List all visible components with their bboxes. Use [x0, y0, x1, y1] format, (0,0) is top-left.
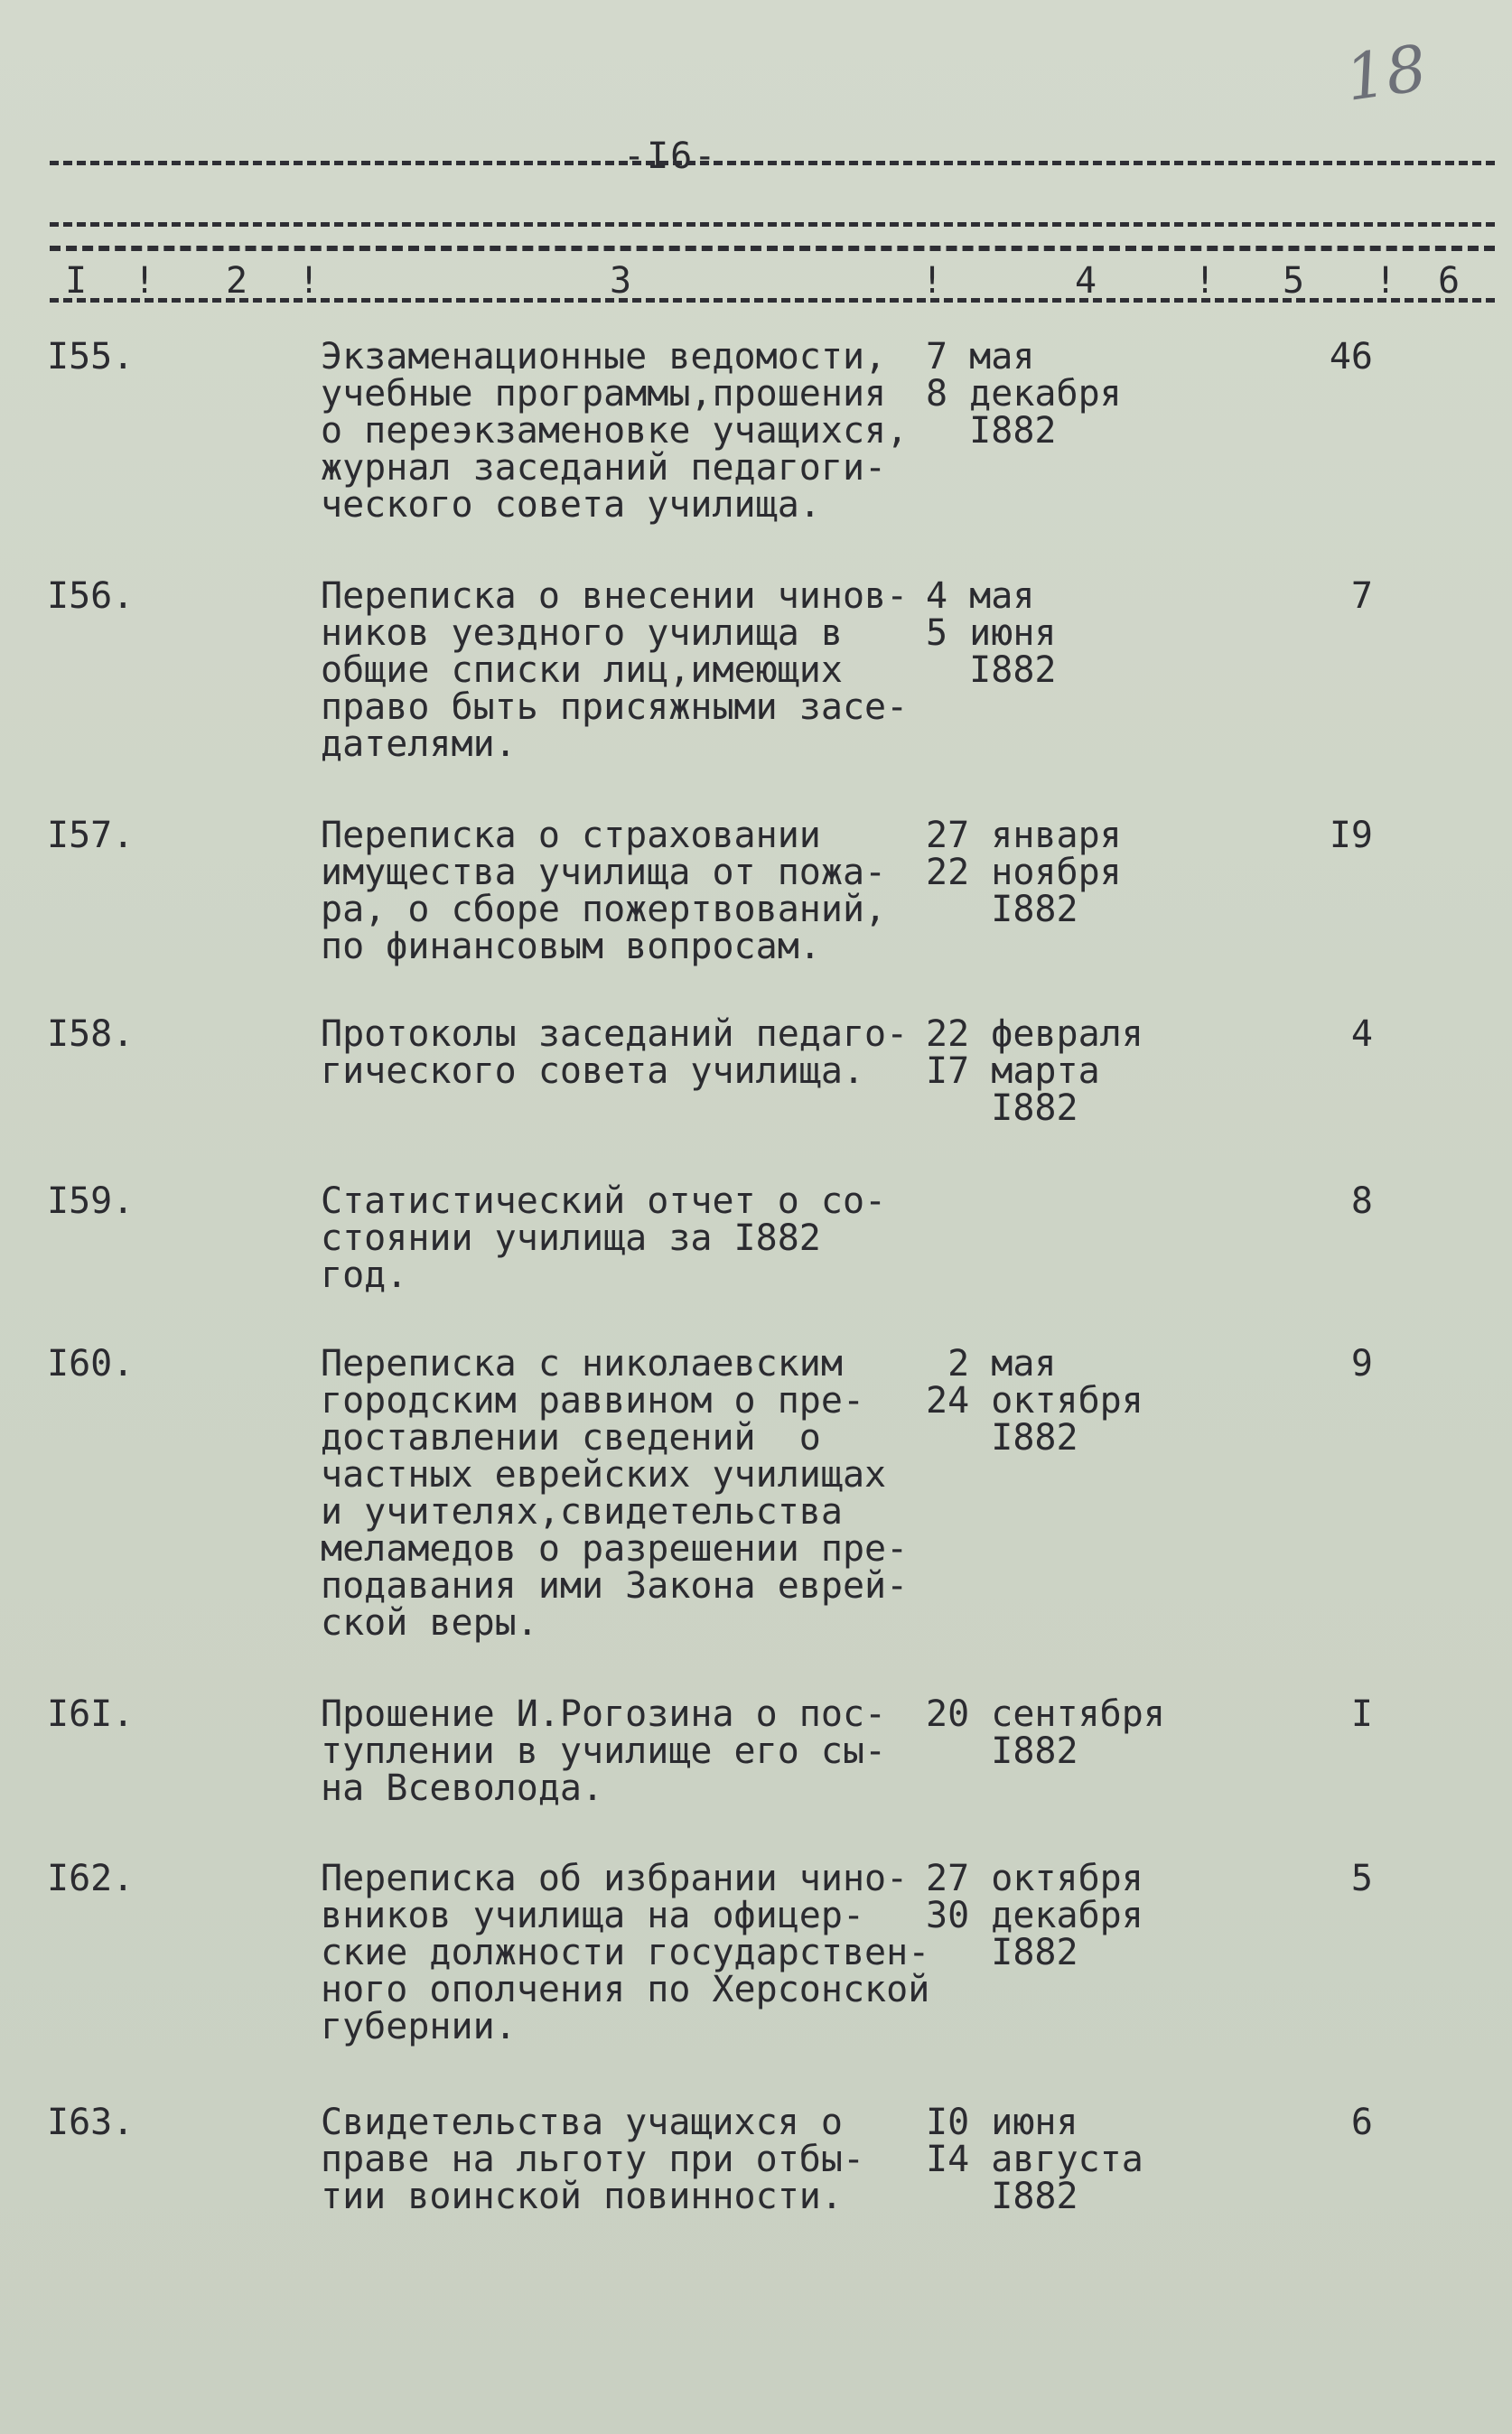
column-number-1: I	[65, 260, 88, 302]
description-line: Свидетельства учащихся о	[321, 2102, 843, 2143]
description-line: частных еврейских училищах	[321, 1454, 887, 1496]
description-line: право быть присяжными засе-	[321, 686, 909, 728]
sheet-count: 5	[1350, 1858, 1373, 1899]
description-line: Переписка с николаевским	[321, 1343, 843, 1385]
description-line: на Всеволода.	[321, 1767, 604, 1809]
sheet-count: I9	[1329, 815, 1373, 856]
date-line: 4 мая	[926, 575, 1035, 617]
date-line: 24 октября	[926, 1380, 1143, 1422]
description-line: городским раввином о пре-	[321, 1380, 865, 1422]
column-separator: !	[1375, 260, 1397, 302]
entry-dates	[926, 1343, 1215, 1459]
date-line: 2 мая	[926, 1343, 1057, 1385]
description-line: праве на льготу при отбы-	[321, 2139, 865, 2180]
column-number-6: 6	[1438, 260, 1461, 302]
sheet-count: 7	[1350, 575, 1373, 617]
description-line: ра, о сборе пожертвований,	[321, 889, 887, 930]
column-separator: !	[1194, 260, 1217, 302]
date-line: 8 декабря	[926, 373, 1122, 415]
description-line: Переписка о внесении чинов-	[321, 575, 909, 617]
entry-number: I62.	[47, 1858, 135, 1899]
date-line: I882	[926, 410, 1057, 452]
description-line: гического совета училища.	[321, 1050, 865, 1092]
description-line: ческого совета училища.	[321, 484, 821, 526]
entry-description	[321, 336, 971, 526]
folio-number: 18	[1340, 31, 1432, 116]
date-line: 30 декабря	[926, 1895, 1143, 1936]
entry-dates	[926, 575, 1215, 691]
column-separator: !	[134, 260, 156, 302]
date-line: I882	[926, 1730, 1078, 1772]
date-line: I4 августа	[926, 2139, 1143, 2180]
sheet-count: 9	[1350, 1343, 1373, 1385]
description-line: о переэкзаменовке учащихся,	[321, 410, 909, 452]
entry-description	[321, 2104, 971, 2215]
description-line: общие списки лиц,имеющих	[321, 649, 843, 691]
date-line: 27 октября	[926, 1858, 1143, 1899]
column-separator: !	[298, 260, 321, 302]
sheet-count: 46	[1329, 336, 1373, 378]
description-line: учебные программы,прошения	[321, 373, 887, 415]
sheet-count: 4	[1350, 1013, 1373, 1055]
page-number: -I6-	[623, 135, 718, 177]
date-line: I0 июня	[926, 2102, 1078, 2143]
entry-description	[321, 1860, 971, 2046]
description-line: Экзаменационные ведомости,	[321, 336, 887, 378]
column-number-3: 3	[610, 260, 632, 302]
entry-number: I55.	[47, 336, 135, 378]
description-line: по финансовым вопросам.	[321, 926, 821, 967]
dashed-rule	[50, 161, 1495, 165]
date-line: I882	[926, 1932, 1078, 1973]
entry-dates	[926, 336, 1215, 452]
description-line: подавания ими Закона еврей-	[321, 1565, 909, 1607]
description-line: ников уездного училища в	[321, 612, 843, 654]
date-line: I882	[926, 889, 1078, 930]
date-line: 7 мая	[926, 336, 1035, 378]
sheet-count: 6	[1350, 2102, 1373, 2143]
entry-dates	[926, 817, 1215, 928]
entry-description	[321, 1343, 971, 1644]
description-line: тии воинской повинности.	[321, 2176, 843, 2217]
date-line: 22 февраля	[926, 1013, 1143, 1055]
entry-description	[321, 817, 971, 965]
description-line: имущества училища от пожа-	[321, 852, 887, 893]
column-separator: !	[921, 260, 944, 302]
entry-dates	[926, 1693, 1215, 1772]
entry-number: I57.	[47, 815, 135, 856]
description-line: Переписка о страховании	[321, 815, 821, 856]
date-line: I882	[926, 1087, 1078, 1129]
description-line: Переписка об избрании чино-	[321, 1858, 909, 1899]
date-line: I7 марта	[926, 1050, 1100, 1092]
description-line: Прошение И.Рогозина о пос-	[321, 1693, 887, 1735]
entry-number: I56.	[47, 575, 135, 617]
entry-number: I58.	[47, 1013, 135, 1055]
column-number-5: 5	[1283, 260, 1305, 302]
entry-number: I6I.	[47, 1693, 135, 1735]
description-line: журнал заседаний педагоги-	[321, 447, 887, 489]
entry-description	[321, 1013, 971, 1092]
description-line: туплении в училище его сы-	[321, 1730, 887, 1772]
entry-description	[321, 1180, 971, 1296]
entry-number: I59.	[47, 1180, 135, 1222]
dashed-rule	[50, 246, 1495, 251]
entry-dates	[926, 1860, 1215, 1972]
description-line: меламедов о разрешении пре-	[321, 1528, 909, 1570]
description-line: Протоколы заседаний педаго-	[321, 1013, 909, 1055]
column-number-4: 4	[1075, 260, 1097, 302]
date-line: I882	[926, 649, 1057, 691]
sheet-count: I	[1350, 1693, 1373, 1735]
entry-number: I63.	[47, 2102, 135, 2143]
description-line: доставлении сведений о	[321, 1417, 821, 1459]
date-line: 20 сентября	[926, 1693, 1165, 1735]
column-number-2: 2	[226, 260, 248, 302]
description-line: губернии.	[321, 2006, 517, 2047]
entry-description	[321, 575, 971, 765]
entry-description	[321, 1693, 971, 1809]
sheet-count: 8	[1350, 1180, 1373, 1222]
description-line: стоянии училища за I882	[321, 1217, 821, 1259]
description-line: ские должности государствен-	[321, 1932, 930, 1973]
description-line: и учителях,свидетельства	[321, 1491, 843, 1533]
date-line: 22 ноября	[926, 852, 1122, 893]
description-line: год.	[321, 1254, 408, 1296]
description-line: вников училища на офицер-	[321, 1895, 865, 1936]
entry-dates	[926, 2104, 1215, 2215]
description-line: Статистический отчет о со-	[321, 1180, 887, 1222]
dashed-rule	[50, 222, 1495, 227]
date-line: I882	[926, 2176, 1078, 2217]
date-line: 27 января	[926, 815, 1122, 856]
date-line: 5 июня	[926, 612, 1057, 654]
dashed-rule	[50, 298, 1495, 303]
description-line: ской веры.	[321, 1602, 538, 1644]
entry-number: I60.	[47, 1343, 135, 1385]
entry-dates	[926, 1013, 1215, 1129]
description-line: дателями.	[321, 723, 517, 765]
date-line: I882	[926, 1417, 1078, 1459]
description-line: ного ополчения по Херсонской	[321, 1969, 930, 2010]
